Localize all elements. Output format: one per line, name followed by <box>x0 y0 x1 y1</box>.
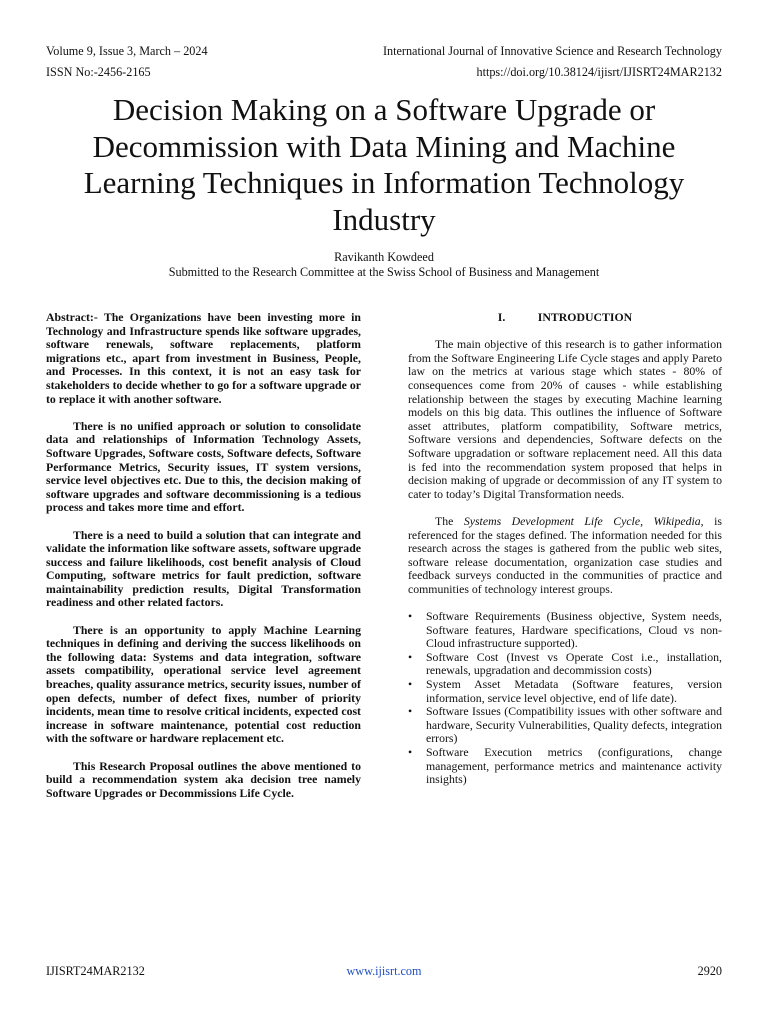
list-item <box>408 705 722 746</box>
intro-text: is referenced for the stages defined. The information needed for this research across the stages is gathered from the public web sites, software release documentation, organization case studies and feedback surveys conducted in the communities of practice and communities of technology interest groups. <box>408 513 722 596</box>
footer-paper-id: IJISRT24MAR2132 <box>46 964 145 978</box>
author-affiliation: Submitted to the Research Committee at the Swiss School of Business and Management <box>168 265 600 279</box>
list-item-text: System Asset Metadata (Software features, version information, service level objective, end of life date). <box>426 677 722 705</box>
bullet-icon: • <box>408 609 413 624</box>
author-name: Ravikanth Kowdeed <box>334 250 434 264</box>
abstract-paragraph: Abstract:- The Organizations have been investing more in Technology and Infrastructure spends like software upgrades, software renewals, software replacements, platform migrations etc., apart from investment in Business, People, and Processes. In this context, it is not an easy task for stakeholders to decide whether to go for a software upgrade or to replace it with another software. <box>46 310 361 406</box>
paper-title: Decision Making on a Software Upgrade or Decommission with Data Mining and Machine Learning Techniques in Information Technology Industry <box>83 92 685 237</box>
author-block <box>0 250 768 280</box>
footer-website-link[interactable]: www.ijisrt.com <box>346 964 422 978</box>
section-heading <box>408 311 722 325</box>
intro-paragraph <box>408 515 722 597</box>
page-number: 2920 <box>697 964 722 978</box>
doi-link[interactable]: https://doi.org/10.38124/ijisrt/IJISRT24MAR2132 <box>476 65 722 79</box>
section-number: I. <box>497 310 506 324</box>
journal-name: International Journal of Innovative Science and Research Technology <box>382 44 722 58</box>
list-item <box>408 610 722 651</box>
abstract-paragraph: There is a need to build a solution that can integrate and validate the information like software assets, software upgrade success and failure likelihoods, cost benefit analysis of Cloud Computing, software metrics for fault prediction, software maintainability prediction results, Digital Transformation readiness and other related factors. <box>46 527 361 610</box>
list-item-text: Software Issues (Compatibility issues with other software and hardware, Security Vulnerabilities, Quality defects, integration errors) <box>426 704 722 746</box>
list-item-text: Software Cost (Invest vs Operate Cost i.e., installation, renewals, upgradation and decommission costs) <box>426 649 722 678</box>
introduction-column <box>408 311 722 787</box>
requirements-list <box>408 610 722 787</box>
list-item <box>408 651 722 678</box>
volume-issue: Volume 9, Issue 3, March – 2024 <box>46 44 208 58</box>
section-title: INTRODUCTION <box>537 310 633 324</box>
bullet-icon: • <box>408 745 413 759</box>
list-item-text: Software Execution metrics (configurations, change management, performance metrics and maintenance activity insights) <box>426 745 722 787</box>
list-item <box>408 678 722 705</box>
issn: ISSN No:-2456-2165 <box>46 65 151 79</box>
bullet-icon: • <box>408 649 413 664</box>
list-item <box>408 746 722 787</box>
bullet-icon: • <box>408 704 413 719</box>
intro-paragraph: The main objective of this research is to gather information from the Software Engineering Life Cycle stages and apply Pareto law on the metrics at various stage which states - 80% of consequences come from 20% of causes - while establishing relationship between the stages by executing Machine learning models on this big data. This outlines the influence of Software asset attributes, platform compatibility, Software metrics, Software versions and dependencies, Software defects on the Software upgradation or software replacement need. All this data is fed into the recommendation system proposed that helps in decision making of upgrade or decommission of any IT system to cater to today’s Digital Transformation needs. <box>408 337 722 501</box>
abstract-paragraph: There is an opportunity to apply Machine Learning techniques in defining and deriving the success likelihoods on the following data: Systems and data integration, software assets compatibility, operational service level agreement breaches, quality assurance metrics, security issues, number of open defects, number of defect fixes, number of priority incidents, mean time to resolve critical incidents, expected cost increase in software maintenance, potential cost reduction with the software or hardware replacement etc. <box>46 622 361 746</box>
intro-text: The <box>435 513 464 528</box>
bullet-icon: • <box>408 677 413 692</box>
list-item-text: Software Requirements (Business objective, System needs, Software features, Hardware specifications, Cloud vs non-Cloud infrastructure supported). <box>426 609 722 651</box>
abstract-column <box>46 311 361 800</box>
abstract-paragraph: There is no unified approach or solution to consolidate data and relationships of Information Technology Assets, Software Upgrades, Software costs, Software defects, Software Performance Metrics, Security issues, IT system versions, service level objectives etc. Due to this, the decision making of software upgrades and software decommissioning is a tedious process and takes more time and effort. <box>46 418 361 515</box>
abstract-paragraph: This Research Proposal outlines the above mentioned to build a recommendation system aka decision tree namely Software Upgrades or Decommissions Life Cycle. <box>46 758 361 800</box>
sdlc-reference: Systems Development Life Cycle, Wikipedia, <box>463 513 704 528</box>
